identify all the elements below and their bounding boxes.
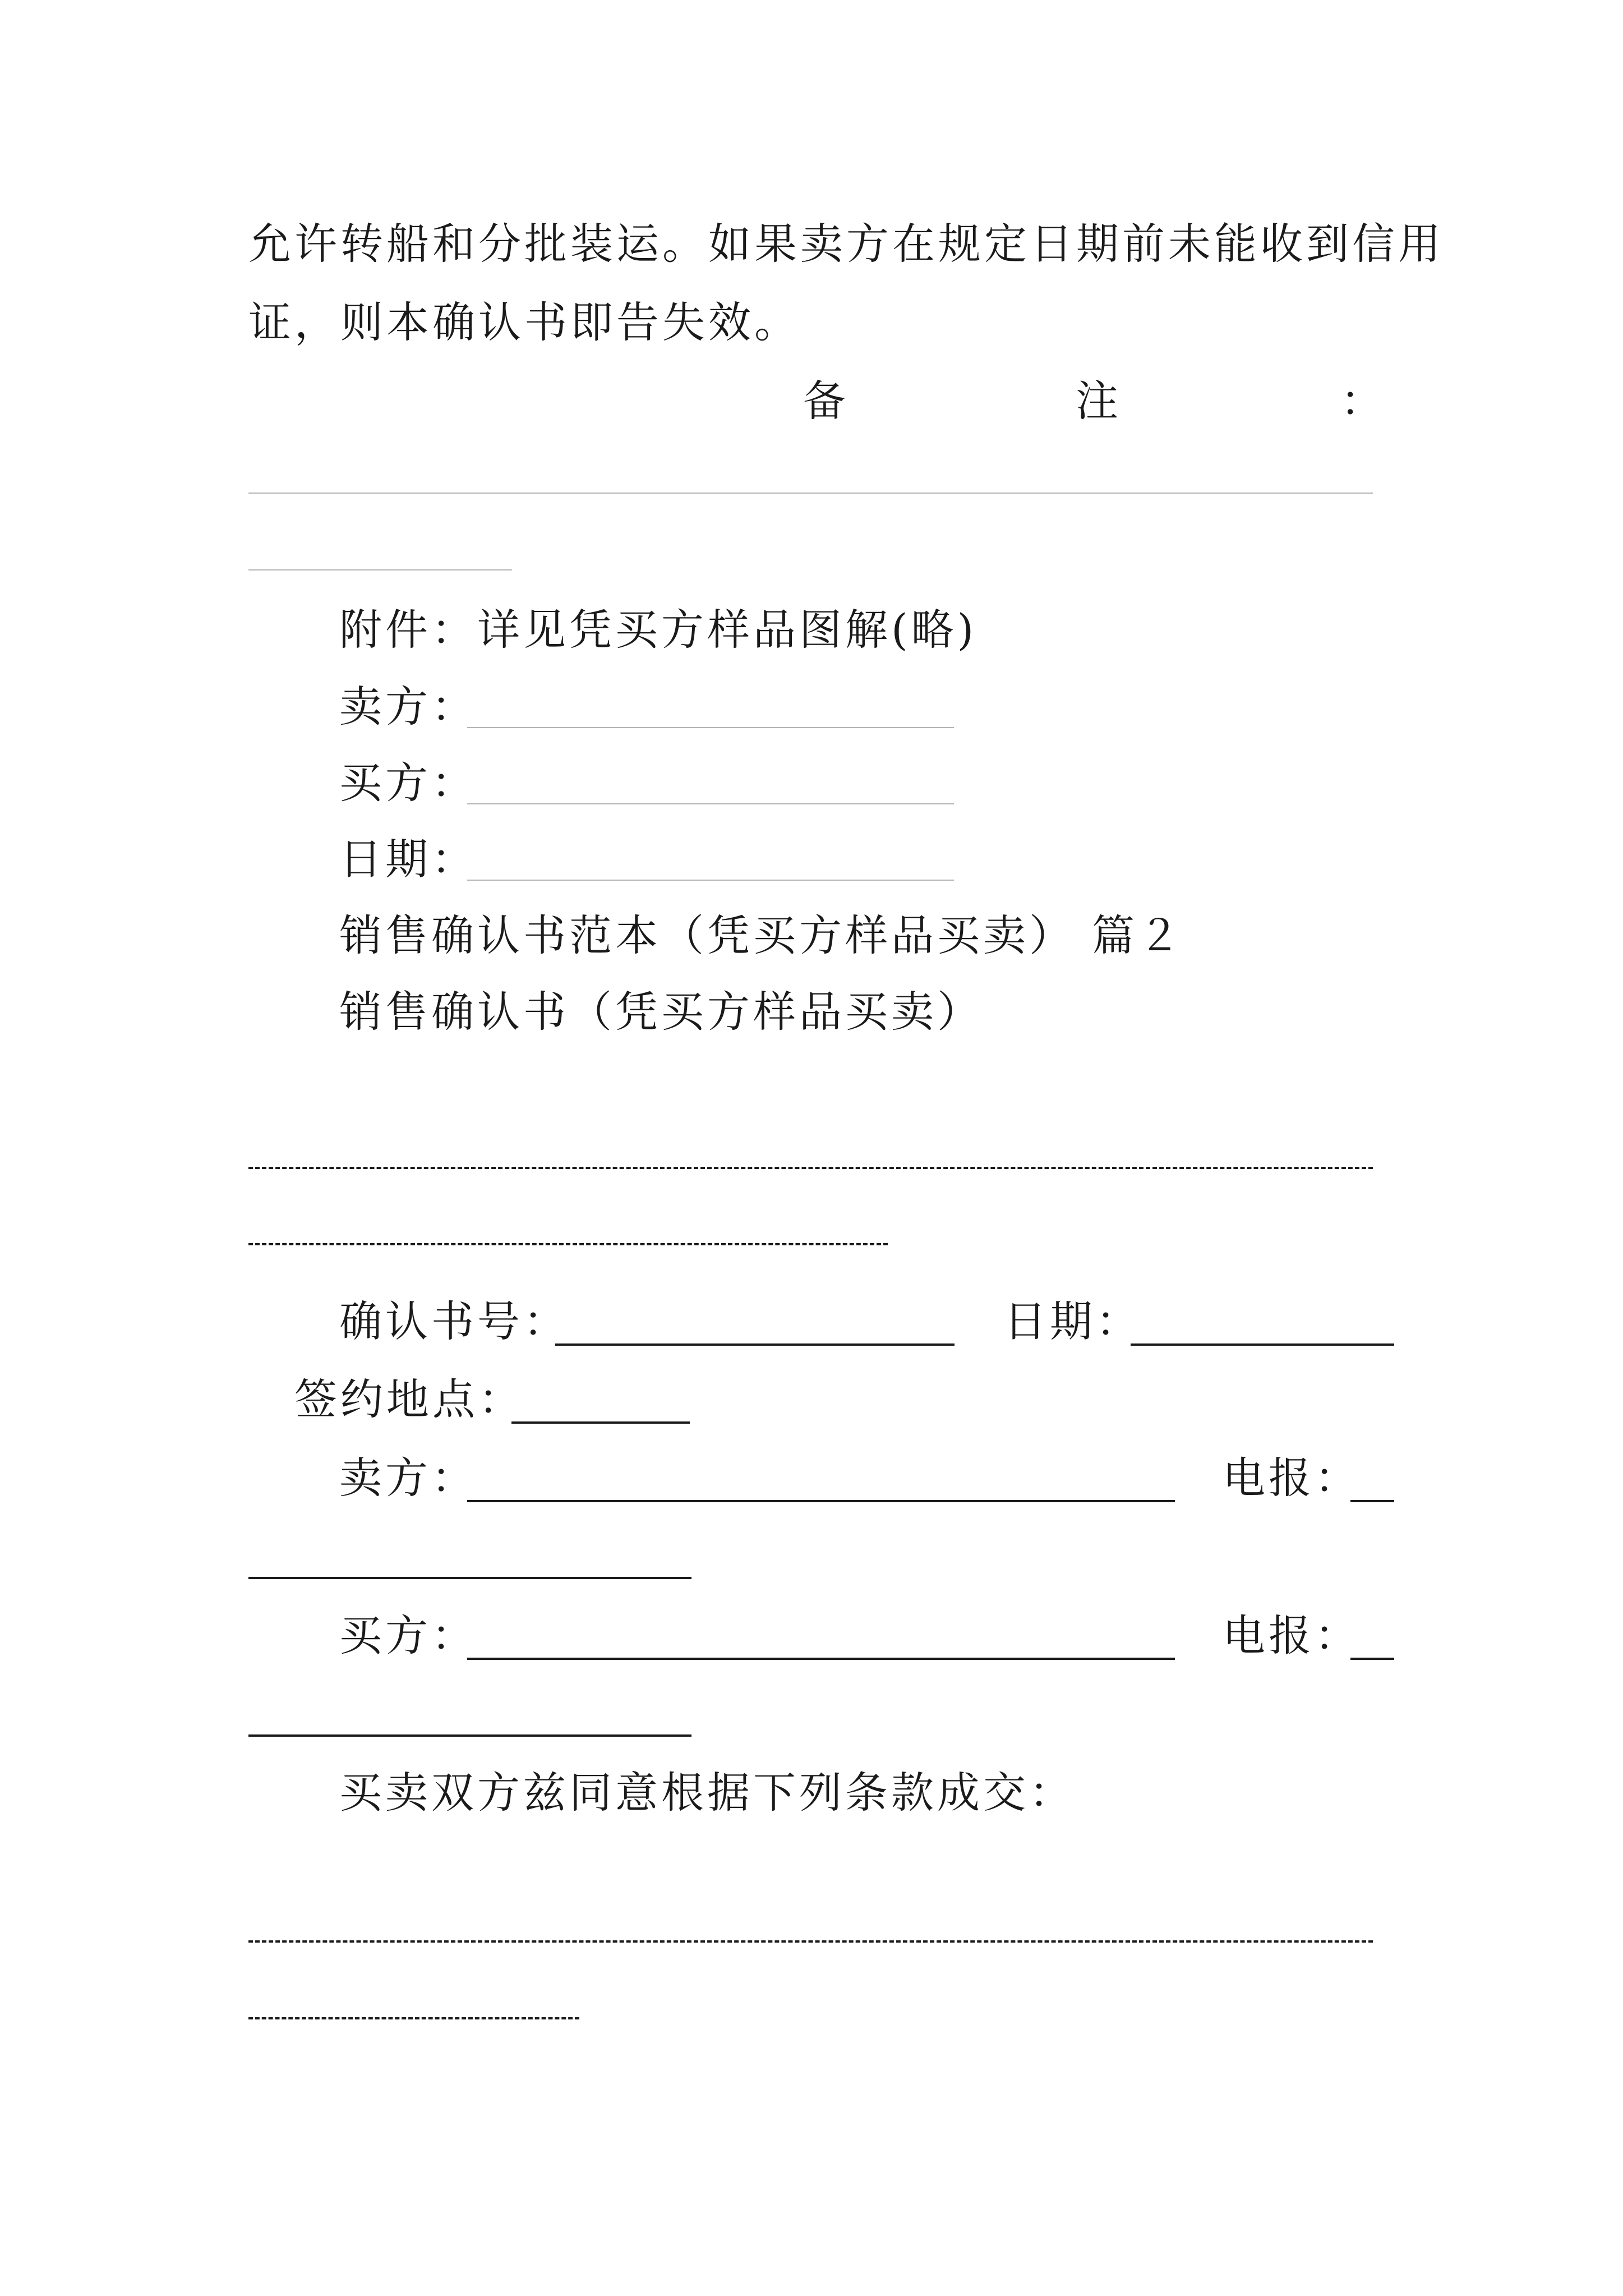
buyer-signature-line xyxy=(467,803,954,804)
telegram-line-2b xyxy=(248,1734,691,1737)
signing-place-label: 签约地点： xyxy=(294,1374,524,1424)
remark-underline-2 xyxy=(248,569,512,570)
buyer-line-2 xyxy=(467,1658,1175,1660)
telegram-label-2: 电报： xyxy=(1223,1611,1361,1660)
confirmation-number-label: 确认书号： xyxy=(339,1296,569,1346)
buyer-label-2: 买方： xyxy=(339,1611,477,1660)
telegram-line-2a xyxy=(1350,1658,1394,1660)
remark-colon: ： xyxy=(1340,376,1383,426)
signing-place-line xyxy=(511,1421,690,1424)
dashed-divider-1a xyxy=(248,1167,1373,1169)
seller-line-2 xyxy=(467,1500,1175,1502)
remark-underline-1 xyxy=(248,493,1373,494)
seller-label: 卖方： xyxy=(339,682,477,731)
document-title: 销售确认书（凭买方样品买卖） xyxy=(339,987,983,1037)
dashed-divider-1b xyxy=(248,1243,888,1245)
dashed-divider-2a xyxy=(248,1940,1373,1943)
date-label: 日期： xyxy=(339,834,477,884)
confirmation-number-line xyxy=(555,1343,955,1346)
buyer-label: 买方： xyxy=(339,758,477,808)
date-line-2 xyxy=(1131,1343,1394,1346)
section-heading: 销售确认书范本（凭买方样品买卖） 篇２ xyxy=(339,910,1184,960)
telegram-line-1b xyxy=(248,1577,691,1579)
attachment-note: 附件：详见凭买方样品图解(略) xyxy=(339,605,978,655)
remark-char-1: 备 xyxy=(803,376,846,426)
seller-label-2: 卖方： xyxy=(339,1453,477,1503)
body-line-2: 证，则本确认书即告失效。 xyxy=(248,297,800,347)
body-line-1: 允许转船和分批装运。如果卖方在规定日期前未能收到信用 xyxy=(248,219,1444,269)
remark-char-2: 注 xyxy=(1076,376,1118,426)
date-label-2: 日期： xyxy=(1004,1296,1142,1346)
dashed-divider-2b xyxy=(248,2017,579,2019)
seller-signature-line xyxy=(467,727,954,728)
telegram-line-1a xyxy=(1350,1500,1394,1502)
agreement-statement: 买卖双方兹同意根据下列条款成交： xyxy=(339,1768,1075,1818)
telegram-label-1: 电报： xyxy=(1223,1453,1361,1503)
date-signature-line xyxy=(467,880,954,881)
